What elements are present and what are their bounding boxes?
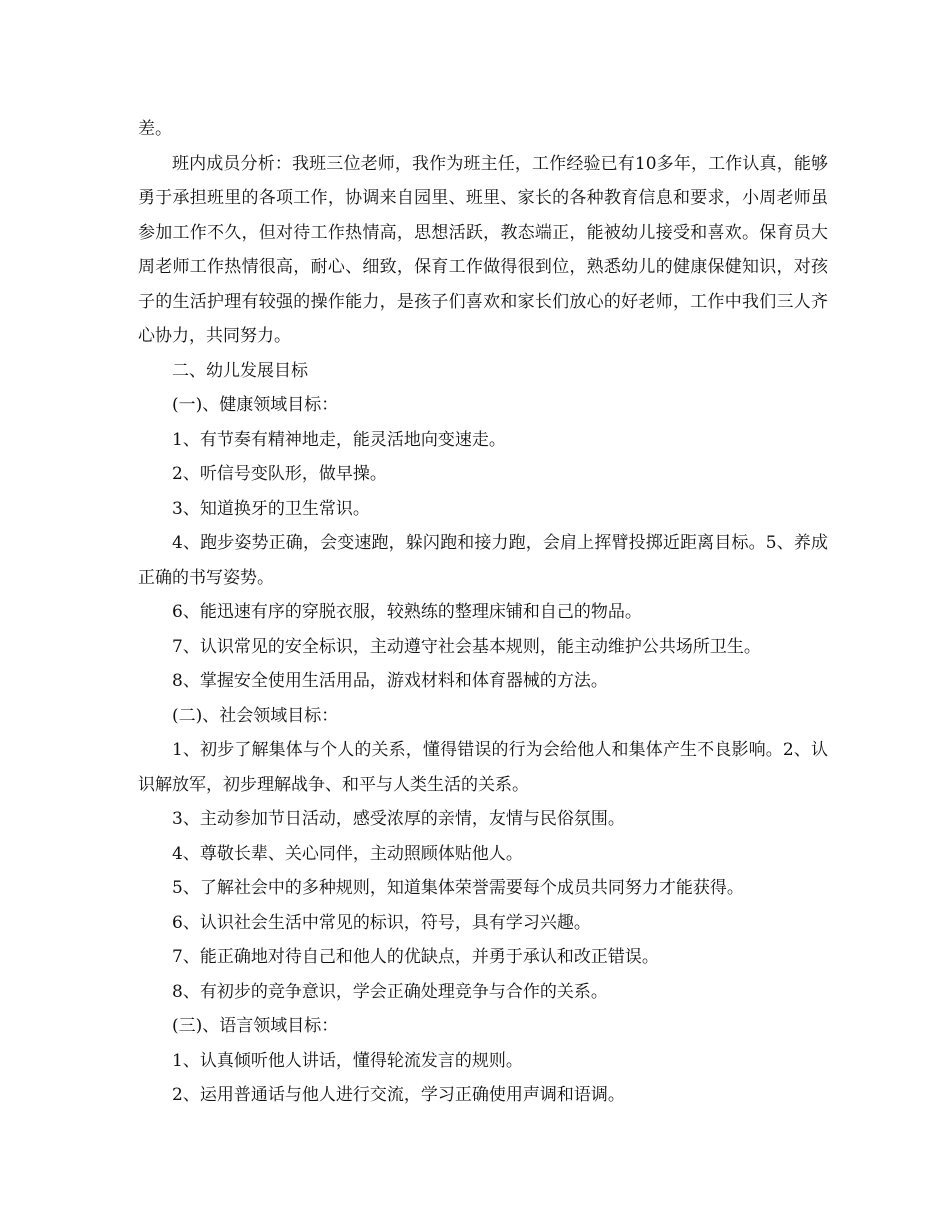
subsection-heading-health: (一)、健康领域目标：	[172, 395, 339, 415]
list-item-health-2: 2、听信号变队形，做早操。	[172, 464, 387, 484]
paragraph-continuation: 差。	[138, 119, 172, 139]
list-item-language-1: 1、认真倾听他人讲话，懂得轮流发言的规则。	[172, 1050, 523, 1071]
subsection-heading-social: (二)、社会领域目标：	[172, 705, 339, 726]
subsection-heading-language: (三)、语言领域目标：	[172, 1016, 339, 1036]
list-item-social-8: 8、有初步的竞争意识，学会正确处理竞争与合作的关系。	[172, 981, 608, 1002]
list-item-health-6: 6、能迅速有序的穿脱衣服，较熟练的整理床铺和自己的物品。	[172, 602, 642, 622]
list-item-health-7: 7、认识常见的安全标识，主动遵守社会基本规则，能主动维护公共场所卫生。	[172, 636, 761, 657]
list-item-social-3: 3、主动参加节日活动，感受浓厚的亲情，友情与民俗氛围。	[172, 809, 625, 829]
list-item-language-2: 2、运用普通话与他人进行交流，学习正确使用声调和语调。	[172, 1085, 625, 1105]
list-item-social-1-2: 1、初步了解集体与个人的关系，懂得错误的行为会给他人和集体产生不良影响。2、认识解放军，初步理解战争、和平与人类生活的关系。	[138, 740, 828, 795]
list-item-social-4: 4、尊敬长辈、关心同伴，主动照顾体贴他人。	[172, 843, 523, 864]
list-item-health-8: 8、掌握安全使用生活用品，游戏材料和体育器械的方法。	[172, 671, 608, 691]
list-item-health-3: 3、知道换牙的卫生常识。	[172, 498, 370, 519]
list-item-health-1: 1、有节奏有精神地走，能灵活地向变速走。	[172, 429, 506, 450]
document-body	[138, 112, 828, 1113]
list-item-health-4-5: 4、跑步姿势正确，会变速跑，躲闪跑和接力跑，会肩上挥臂投掷近距离目标。5、养成正确的书写姿势。	[138, 533, 828, 588]
section-heading-development-goals: 二、幼儿发展目标	[172, 360, 308, 381]
list-item-social-7: 7、能正确地对待自己和他人的优缺点，并勇于承认和改正错误。	[172, 947, 659, 967]
list-item-social-6: 6、认识社会生活中常见的标识，符号，具有学习兴趣。	[172, 912, 591, 933]
list-item-social-5: 5、了解社会中的多种规则，知道集体荣誉需要每个成员共同努力才能获得。	[172, 878, 744, 898]
paragraph-member-analysis: 班内成员分析：我班三位老师，我作为班主任，工作经验已有10多年，工作认真，能够勇于承担班里的各项工作，协调来自园里、班里、家长的各种教育信息和要求，小周老师虽参加工作不久，但对待工作热情高，思想活跃，教态端正，能被幼儿接受和喜欢。保育员大周老师工作热情很高，耐心、细致，保育工作做得很到位，熟悉幼儿的健康保健知识，对孩子的生活护理有较强的操作能力，是孩子们喜欢和家长们放心的好老师，工作中我们三人齐心协力，共同努力。	[138, 153, 828, 346]
